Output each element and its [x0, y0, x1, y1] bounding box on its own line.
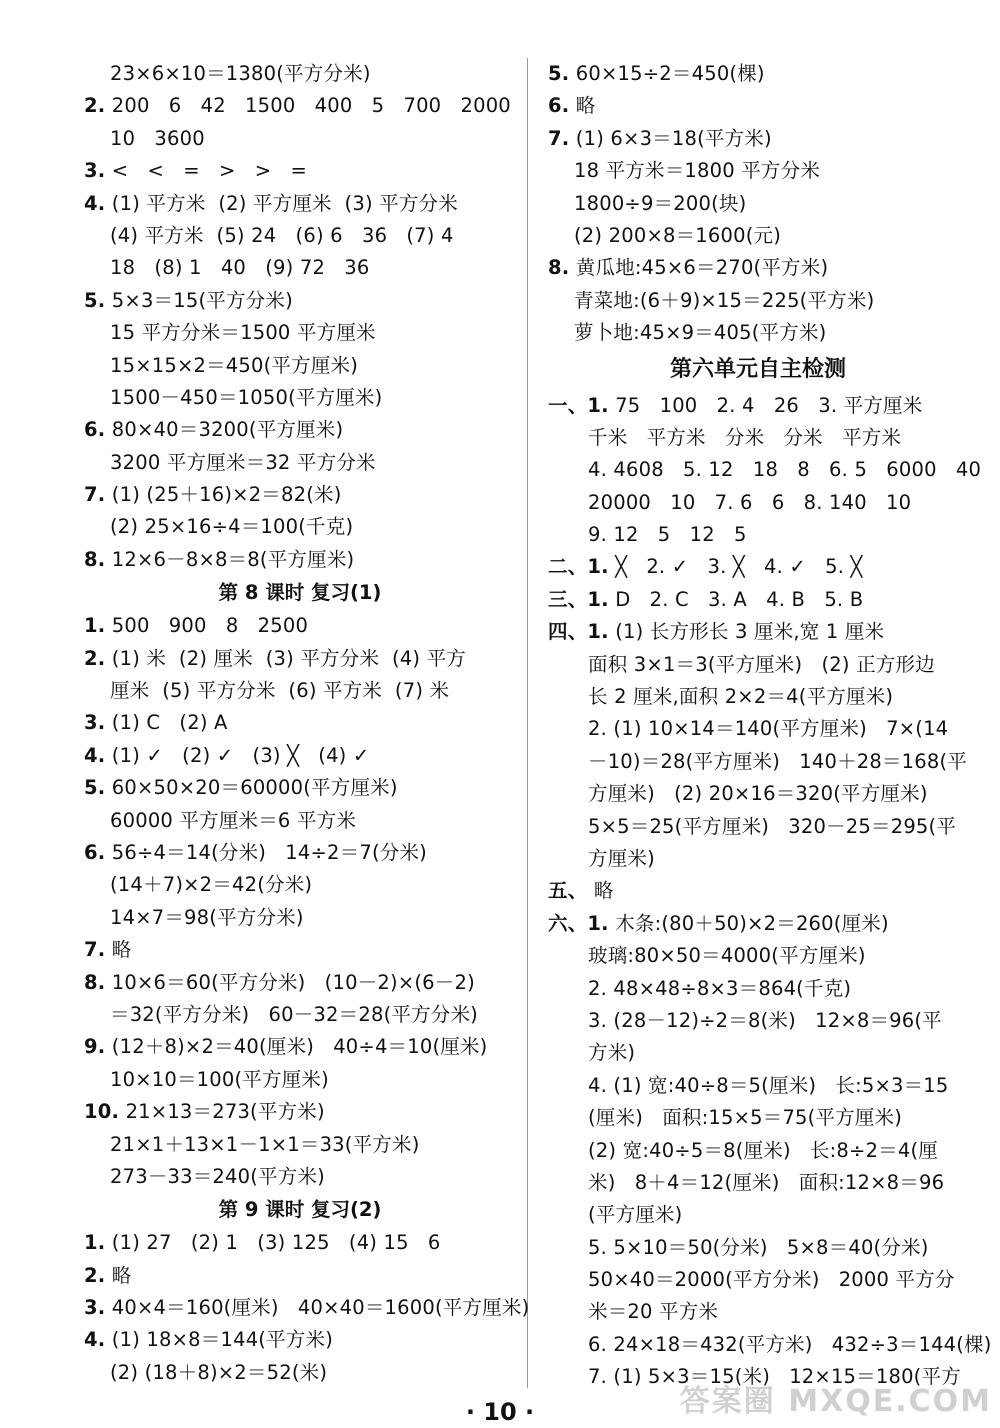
answer-text: 1800÷9＝200(块) — [574, 191, 747, 215]
answer-line — [548, 1167, 968, 1199]
question-number: 6. — [84, 840, 106, 864]
right-block-1 — [548, 58, 968, 350]
answer-text: 1500－450＝1050(平方厘米) — [110, 385, 383, 409]
lesson-9-heading: 第 9 课时 复习(2) — [218, 1198, 382, 1222]
answer-line — [548, 1037, 968, 1069]
answer-text: 18 (8) 1 40 (9) 72 36 — [110, 256, 370, 280]
answer-line — [84, 772, 516, 804]
answer-line — [84, 317, 516, 349]
answer-line — [84, 805, 516, 837]
answer-text: 21×13＝273(平方米) — [125, 1100, 325, 1124]
answer-line — [548, 285, 968, 317]
answer-text: (2) 200×8＝1600(元) — [574, 223, 782, 247]
question-number: 9. — [84, 1035, 106, 1059]
answer-text: 14×7＝98(平方分米) — [110, 905, 304, 929]
answer-line — [84, 447, 516, 479]
question-number: 4. — [84, 191, 106, 215]
answer-text: 10×6＝60(平方分米) (10－2)×(6－2) — [111, 970, 475, 994]
answer-text: (1) ✓ (2) ✓ (3) ╳ (4) ✓ — [111, 743, 370, 767]
answer-text: < < = > > = — [111, 159, 308, 183]
question-number: 7. — [84, 483, 106, 507]
answer-line — [548, 1005, 968, 1037]
answer-line — [84, 967, 516, 999]
answer-text: (平方厘米) — [588, 1203, 683, 1227]
answer-line — [84, 1161, 516, 1193]
answer-text: (1) 18×8＝144(平方米) — [111, 1328, 334, 1352]
question-number: 6. — [84, 418, 106, 442]
answer-line — [548, 487, 968, 519]
question-number: 二、1. — [548, 555, 609, 579]
answer-text: 15×15×2＝450(平方厘米) — [110, 353, 359, 377]
answer-text: 7. (1) 5×3＝15(米) 12×15＝180(平方 — [588, 1365, 961, 1389]
answer-line — [84, 382, 516, 414]
question-number: 8. — [84, 970, 106, 994]
answer-text: (1) C (2) A — [111, 711, 228, 735]
answer-text: 21×1＋13×1－1×1＝33(平方米) — [110, 1132, 420, 1156]
answer-line — [548, 973, 968, 1005]
answer-text: 50×40＝2000(平方分米) 2000 平方分 — [588, 1268, 955, 1292]
answer-line — [84, 252, 516, 284]
answer-text: －10)＝28(平方厘米) 140＋28＝168(平 — [588, 749, 968, 773]
answer-text: 200 6 42 1500 400 5 700 2000 — [111, 94, 511, 118]
answer-line — [84, 350, 516, 382]
answer-text: 10×10＝100(平方厘米) — [110, 1067, 329, 1091]
answer-text: 略 — [575, 94, 596, 118]
answer-line — [84, 1129, 516, 1161]
question-number: 一、1. — [548, 393, 609, 417]
answer-line — [84, 1031, 516, 1063]
right-column — [548, 58, 992, 1394]
answer-line — [548, 1135, 968, 1167]
answer-text: 5×3＝15(平方分米) — [111, 288, 293, 312]
answer-line — [548, 1199, 968, 1231]
answer-text: 80×40＝3200(平方厘米) — [111, 418, 344, 442]
answer-text: 玻璃:80×50＝4000(平方厘米) — [588, 944, 866, 968]
answer-line — [84, 643, 516, 675]
answer-line — [84, 1260, 516, 1292]
answer-text: (1) 长方形长 3 厘米,宽 1 厘米 — [615, 620, 885, 644]
question-number: 1. — [84, 1231, 106, 1255]
answer-text: 方米) — [588, 1041, 636, 1065]
answer-text: 2. (1) 10×14＝140(平方厘米) 7×(14 — [588, 717, 949, 741]
answer-line — [548, 843, 968, 875]
answer-line — [548, 252, 968, 284]
answer-text: (1) 6×3＝18(平方米) — [575, 126, 772, 150]
answer-line — [548, 1329, 992, 1361]
question-number: 1. — [84, 614, 106, 638]
answer-text: 方厘米) (2) 20×16＝320(平方厘米) — [588, 782, 928, 806]
answer-line — [84, 707, 516, 739]
answer-line — [548, 58, 968, 90]
answer-line — [84, 188, 516, 220]
answer-line — [548, 1070, 968, 1102]
watermark: 答案圈 MXQE.COM — [679, 1384, 992, 1419]
question-number: 4. — [84, 743, 106, 767]
answer-text: 40×4＝160(厘米) 40×40＝1600(平方厘米) — [111, 1296, 530, 1320]
question-number: 2. — [84, 1263, 106, 1287]
question-number: 3. — [84, 1296, 106, 1320]
answer-line — [84, 902, 516, 934]
answer-line — [84, 544, 516, 576]
answer-text: 18 平方米＝1800 平方分米 — [574, 159, 821, 183]
question-number: 8. — [548, 256, 570, 280]
answer-line — [548, 649, 968, 681]
answer-text: (2) 宽:40÷5＝8(厘米) 长:8÷2＝4(厘 — [588, 1138, 939, 1162]
question-number: 5. — [548, 62, 570, 85]
answer-text: 略 — [111, 1263, 132, 1287]
answer-text: 方厘米) — [588, 846, 655, 870]
question-number: 7. — [84, 938, 106, 962]
answer-text: 千米 平方米 分米 分米 平方米 — [588, 425, 902, 449]
question-number: 五、 — [548, 879, 588, 903]
answer-line — [84, 155, 516, 187]
answer-line — [548, 1296, 968, 1328]
answer-line — [84, 1064, 516, 1096]
answer-line — [84, 1357, 516, 1389]
answer-text: 3. (28－12)÷2＝8(米) 12×8＝96(平 — [588, 1008, 942, 1032]
answer-text: 面积 3×1＝3(平方厘米) (2) 正方形边 — [588, 652, 935, 676]
answer-line — [548, 616, 968, 648]
answer-text: ＝32(平方分米) 60－32＝28(平方分米) — [110, 1002, 478, 1026]
answer-line — [548, 778, 968, 810]
answer-line — [548, 220, 968, 252]
answer-text: 10 3600 — [110, 126, 205, 150]
answer-line — [548, 681, 968, 713]
answer-text: 米＝20 平方米 — [588, 1300, 719, 1324]
answer-text: 20000 10 7. 6 6 8. 140 10 — [588, 490, 912, 514]
answer-line — [84, 90, 516, 122]
answer-line — [84, 675, 516, 707]
answer-text: 略 — [593, 879, 614, 903]
left-block-2 — [84, 610, 516, 1193]
page-number: · 10 · — [465, 1398, 535, 1426]
question-number: 三、1. — [548, 587, 609, 611]
answer-text: 3200 平方厘米＝32 平方分米 — [110, 450, 376, 474]
answer-text: (1) 27 (2) 1 (3) 125 (4) 15 6 — [111, 1231, 441, 1255]
answer-text: 2. 48×48÷8×3＝864(千克) — [588, 976, 852, 1000]
answer-text: (1) 米 (2) 厘米 (3) 平方分米 (4) 平方 — [111, 646, 466, 670]
question-number: 3. — [84, 711, 106, 735]
answer-text: 60×50×20＝60000(平方厘米) — [111, 776, 398, 800]
answer-text: (2) 25×16÷4＝100(千克) — [110, 515, 354, 539]
answer-line — [548, 390, 968, 422]
answer-text: (14＋7)×2＝42(分米) — [110, 873, 313, 897]
question-number: 六、1. — [548, 911, 609, 935]
answer-line — [84, 1324, 516, 1356]
answer-text: 9. 12 5 12 5 — [588, 523, 747, 547]
answer-line — [548, 1102, 968, 1134]
answer-text: 米) 8＋4＝12(厘米) 面积:12×8＝96 — [588, 1170, 945, 1194]
answer-text: 5×5＝25(平方厘米) 320－25＝295(平 — [588, 814, 957, 838]
answer-line — [548, 746, 968, 778]
answer-text: (12＋8)×2＝40(厘米) 40÷4＝10(厘米) — [111, 1035, 488, 1059]
question-number: 3. — [84, 159, 106, 183]
answer-text: (1) (25＋16)×2＝82(米) — [111, 483, 342, 507]
answer-text: 60×15÷2＝450(棵) — [575, 62, 765, 85]
left-block-3 — [84, 1227, 530, 1389]
answer-line — [548, 123, 968, 155]
answer-line — [84, 1227, 516, 1259]
answer-text: 12×6－8×8＝8(平方厘米) — [111, 547, 355, 571]
answer-text: 4. (1) 宽:40÷8＝5(厘米) 长:5×3＝15 — [588, 1073, 949, 1097]
question-number: 四、1. — [548, 620, 609, 644]
answer-line — [548, 317, 968, 349]
answer-text: 15 平方分米＝1500 平方厘米 — [110, 321, 376, 345]
answer-text: 56÷4＝14(分米) 14÷2＝7(分米) — [111, 840, 427, 864]
answer-text: 60000 平方厘米＝6 平方米 — [110, 808, 357, 832]
answer-line — [548, 1264, 968, 1296]
left-block-1 — [84, 90, 516, 576]
answer-line — [548, 713, 968, 745]
lesson-8-heading: 第 8 课时 复习(1) — [218, 581, 382, 605]
answer-text: 500 900 8 2500 — [111, 614, 309, 638]
answer-line — [548, 422, 968, 454]
answer-line — [84, 511, 516, 543]
answer-text: 23×6×10＝1380(平方分米) — [110, 62, 371, 85]
column-divider — [527, 58, 528, 1388]
question-number: 5. — [84, 288, 106, 312]
answer-line — [84, 934, 516, 966]
answer-line — [84, 123, 516, 155]
answer-line — [548, 155, 968, 187]
answer-line — [548, 908, 968, 940]
answer-text: ╳ 2. ✓ 3. ╳ 4. ✓ 5. ╳ — [615, 555, 863, 579]
answer-text: 75 100 2. 4 26 3. 平方厘米 — [615, 393, 923, 417]
answer-text: 6. 24×18＝432(平方米) 432÷3＝144(棵) — [588, 1332, 992, 1356]
answer-line — [548, 584, 968, 616]
answer-text: 273－33＝240(平方米) — [110, 1164, 325, 1188]
answer-line — [84, 1096, 516, 1128]
unit-6-test-title: 第六单元自主检测 — [669, 356, 846, 382]
answer-text: 4. 4608 5. 12 18 8 6. 5 6000 40 — [588, 458, 982, 482]
answer-text: 黄瓜地:45×6＝270(平方米) — [575, 256, 829, 280]
answer-text: 萝卜地:45×9＝405(平方米) — [574, 321, 827, 345]
answer-text: 5. 5×10＝50(分米) 5×8＝40(分米) — [588, 1235, 929, 1259]
answer-text: (2) (18＋8)×2＝52(米) — [110, 1360, 328, 1384]
answer-line — [84, 999, 516, 1031]
answer-text: 长 2 厘米,面积 2×2＝4(平方厘米) — [588, 685, 894, 709]
answer-line — [84, 610, 516, 642]
answer-line — [548, 940, 968, 972]
answer-text: 厘米 (5) 平方分米 (6) 平方米 (7) 米 — [110, 679, 450, 703]
answer-text: 木条:(80＋50)×2＝260(厘米) — [615, 911, 889, 935]
answer-line — [84, 837, 516, 869]
right-block-2 — [548, 390, 992, 1394]
question-number: 7. — [548, 126, 570, 150]
answer-line — [548, 875, 968, 907]
question-number: 2. — [84, 94, 106, 118]
answer-line — [84, 1292, 530, 1324]
answer-text: 青菜地:(6＋9)×15＝225(平方米) — [574, 288, 875, 312]
answer-line — [84, 285, 516, 317]
answer-line — [548, 1232, 968, 1264]
question-number: 6. — [548, 94, 570, 118]
answer-line — [548, 519, 968, 551]
question-number: 10. — [84, 1100, 120, 1124]
answer-line — [548, 551, 968, 583]
question-number: 4. — [84, 1328, 106, 1352]
question-number: 8. — [84, 547, 106, 571]
question-number: 2. — [84, 646, 106, 670]
answer-line — [548, 90, 968, 122]
answer-line — [548, 454, 982, 486]
question-number: 5. — [84, 776, 106, 800]
answer-text: D 2. C 3. A 4. B 5. B — [615, 587, 864, 611]
answer-text: (厘米) 面积:15×5＝75(平方厘米) — [588, 1106, 903, 1130]
left-intro — [84, 58, 516, 90]
answer-line — [84, 479, 516, 511]
answer-text: 略 — [111, 938, 132, 962]
answer-text: (1) 平方米 (2) 平方厘米 (3) 平方分米 — [111, 191, 458, 215]
answer-line — [548, 188, 968, 220]
answer-line — [548, 811, 968, 843]
answer-line — [84, 869, 516, 901]
answer-line — [84, 414, 516, 446]
left-column — [84, 58, 530, 1389]
answer-line — [84, 58, 516, 90]
answer-line — [84, 220, 516, 252]
answer-text: (4) 平方米 (5) 24 (6) 6 36 (7) 4 — [110, 223, 454, 247]
answer-line — [84, 740, 516, 772]
